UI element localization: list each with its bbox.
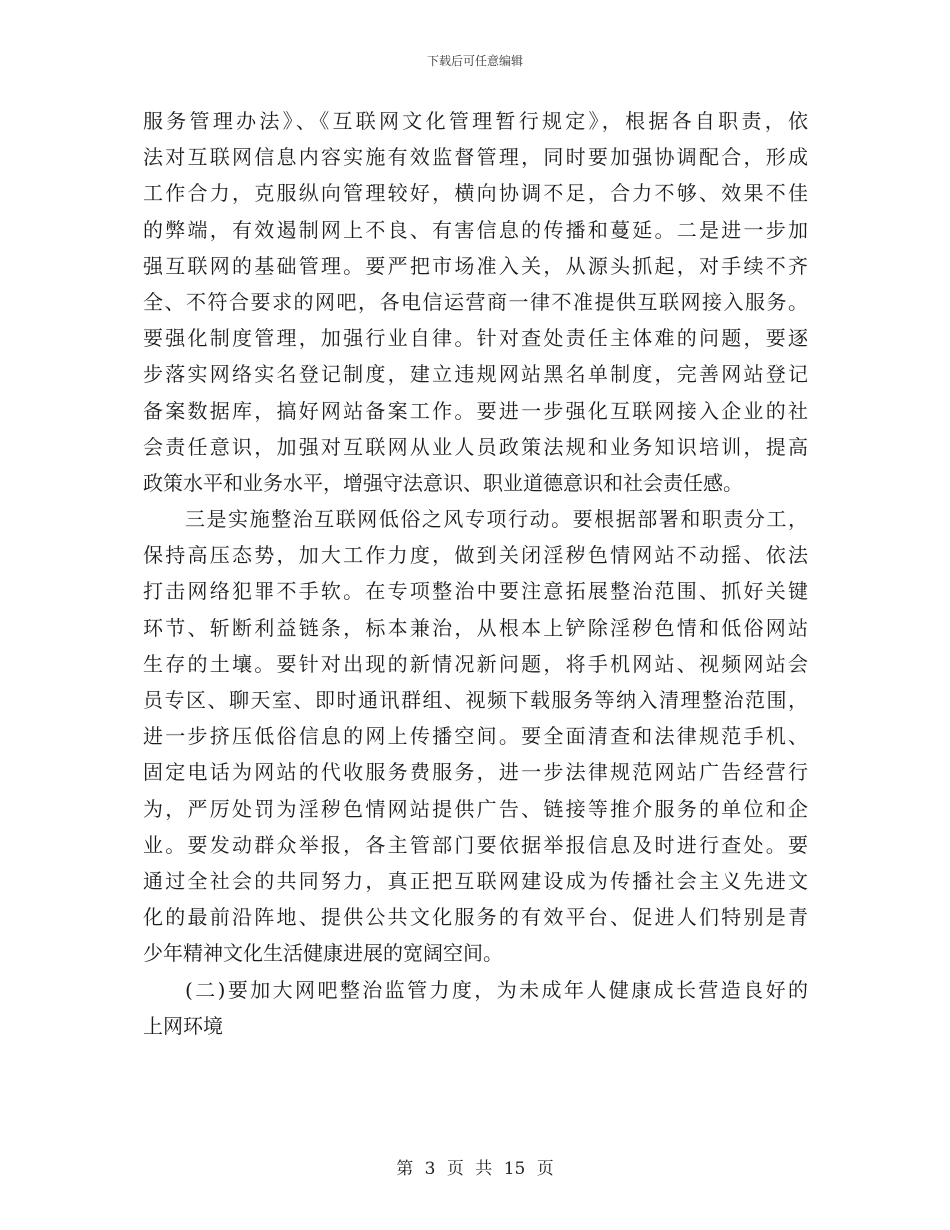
page-number: 第 3 页 共 15 页: [396, 1159, 554, 1179]
text-line: 会责任意识，加强对互联网从业人员政策法规和业务知识培训，提高: [143, 434, 808, 459]
text-line: 员专区、聊天室、即时通讯群组、视频下载服务等纳入清理整治范围，: [143, 688, 808, 712]
paragraph: [143, 103, 808, 501]
text-line: 打击网络犯罪不手软。在专项整治中要注意拓展整治范围、抓好关键: [143, 579, 808, 604]
text-line: 服务管理办法》、《互联网文化管理暂行规定》，根据各自职责，依: [143, 109, 808, 133]
text-line: 政策水平和业务水平，增强守法意识、职业道德意识和社会责任感。: [143, 470, 743, 495]
text-line: 三是实施整治互联网低俗之风专项行动。要根据部署和职责分工，: [185, 507, 808, 532]
paragraph: [143, 501, 808, 971]
document-body: [143, 103, 808, 1044]
text-line: 为，严厉处罚为淫秽色情网站提供广告、链接等推介服务的单位和企: [143, 796, 808, 821]
text-line: 要强化制度管理，加强行业自律。针对查处责任主体难的问题，要逐: [143, 326, 808, 351]
page-header: 下载后可任意编辑: [426, 54, 523, 68]
text-line: 固定电话为网站的代收服务费服务，进一步法律规范网站广告经营行: [143, 760, 808, 785]
text-line: 环节、斩断利益链条，标本兼治，从根本上铲除淫秽色情和低俗网站: [143, 615, 808, 640]
text-line: 上网环境: [143, 1013, 223, 1038]
text-line: 全、不符合要求的网吧，各电信运营商一律不准提供互联网接入服务。: [143, 289, 808, 314]
section-heading: [143, 972, 808, 1044]
text-line: 强互联网的基础管理。要严把市场准入关，从源头抓起，对手续不齐: [143, 253, 808, 278]
text-line: 备案数据库，搞好网站备案工作。要进一步强化互联网接入企业的社: [143, 398, 808, 423]
text-line: (二)要加大网吧整治监管力度，为未成年人健康成长营造良好的: [185, 977, 808, 1002]
text-line: 的弊端，有效遏制网上不良、有害信息的传播和蔓延。二是进一步加: [143, 217, 808, 242]
text-line: 通过全社会的共同努力，真正把互联网建设成为传播社会主义先进文: [143, 868, 808, 893]
text-line: 生存的土壤。要针对出现的新情况新问题，将手机网站、视频网站会: [143, 651, 808, 676]
text-line: 法对互联网信息内容实施有效监督管理，同时要加强协调配合，形成: [143, 145, 808, 170]
text-line: 化的最前沿阵地、提供公共文化服务的有效平台、促进人们特别是青: [143, 905, 808, 930]
text-line: 进一步挤压低俗信息的网上传播空间。要全面清查和法律规范手机、: [143, 724, 808, 749]
text-line: 步落实网络实名登记制度，建立违规网站黑名单制度，完善网站登记: [143, 362, 808, 387]
text-line: 少年精神文化生活健康进展的宽阔空间。: [143, 941, 503, 966]
text-line: 保持高压态势，加大工作力度，做到关闭淫秽色情网站不动摇、依法: [143, 543, 808, 568]
text-line: 工作合力，克服纵向管理较好，横向协调不足，合力不够、效果不佳: [143, 181, 808, 206]
text-line: 业。要发动群众举报，各主管部门要依据举报信息及时进行查处。要: [143, 832, 808, 857]
